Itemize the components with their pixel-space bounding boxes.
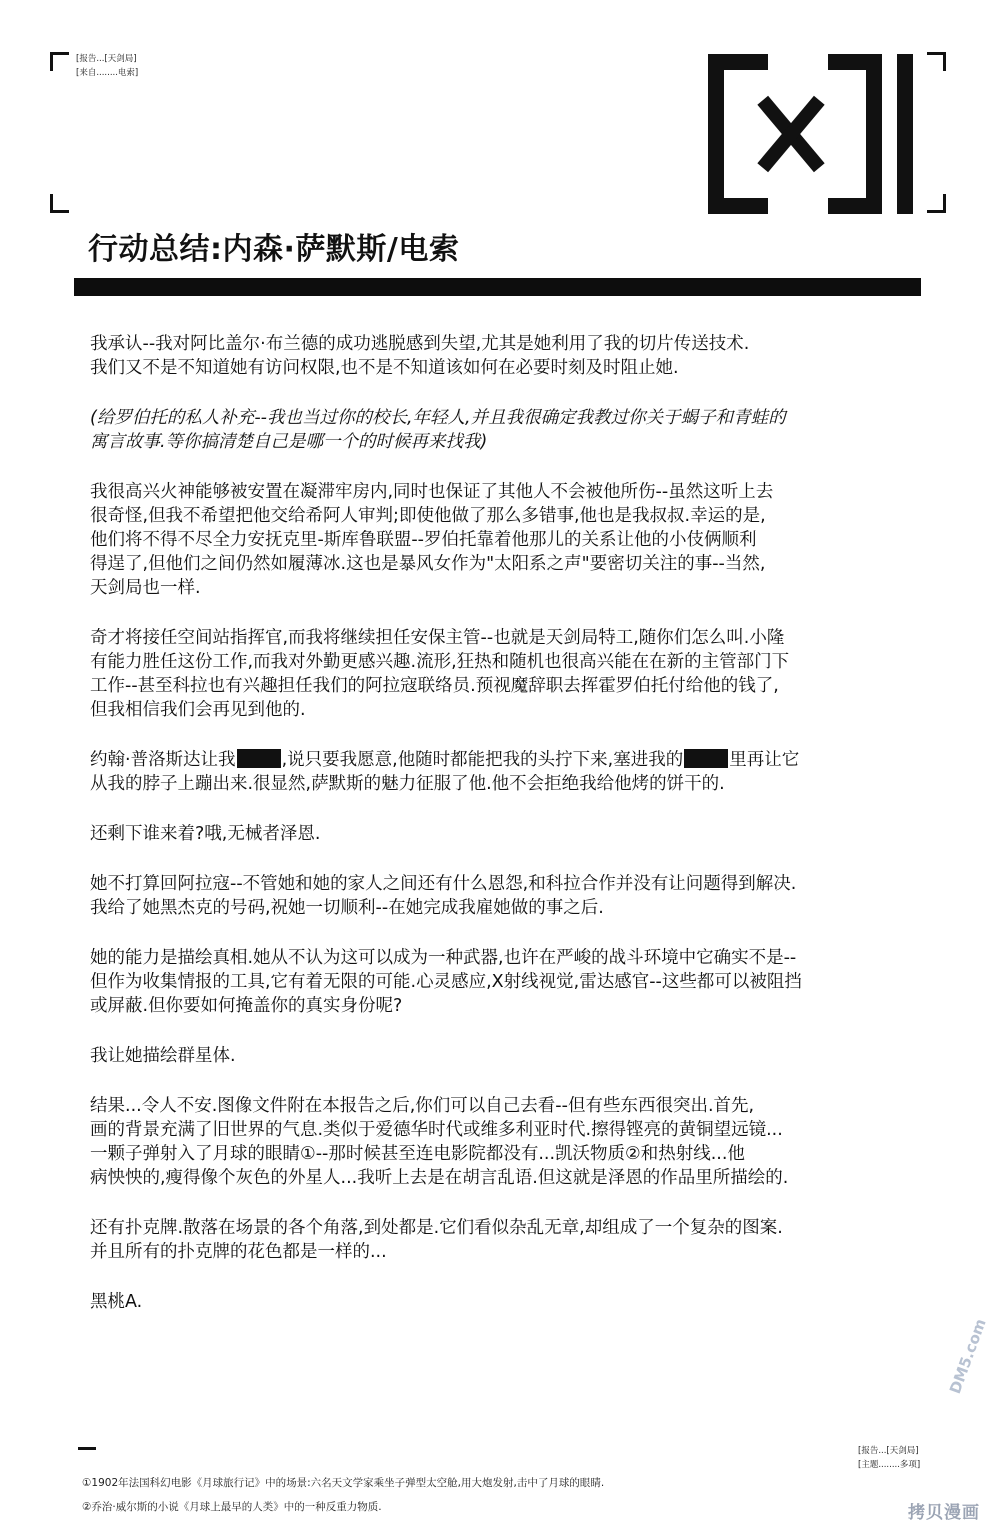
paragraph: 奇才将接任空间站指挥官,而我将继续担任安保主管--也就是天剑局特工,随你们怎么叫.小隆 有能力胜任这份工作,而我对外勤更感兴趣.流形,狂热和随机也很高兴能在在新的主管部门下 工作--甚至科拉也有兴趣担任我们的阿拉寇联络员.预视魔辞职去挥霍罗伯托付给他的钱了, 但我相信我们会再见到他的. <box>90 628 790 720</box>
paragraph: 她的能力是描绘真相.她从不认为这可以成为一种武器,也许在严峻的战斗环境中它确实不是-- 但作为收集情报的工具,它有着无限的可能.心灵感应,X射线视觉,雷达感官--这些都可以被阻挡 或屏蔽.但你要如何掩盖你的真实身份呢? <box>90 948 802 1016</box>
paragraph: 她不打算回阿拉寇--不管她和她的家人之间还有什么恩怨,和科拉合作并没有让问题得到解决. 我给了她黑杰克的号码,祝她一切顺利--在她完成我雇她做的事之后. <box>90 874 797 918</box>
footnote-divider <box>78 1447 96 1450</box>
footnote-2: ②乔治·威尔斯的小说《月球上最早的人类》中的一种反重力物质. <box>82 1501 382 1513</box>
paragraph: 还剩下谁来着?哦,无械者泽恩. <box>90 824 321 844</box>
report-header-line-2: [来自........电索] <box>76 68 139 78</box>
paragraph-closing: 黑桃A. <box>90 1292 143 1312</box>
watermark-logo: DM5.com <box>946 1316 990 1397</box>
report-footer-meta <box>858 1444 920 1472</box>
paragraph: 我很高兴火神能够被安置在凝滞牢房内,同时也保证了其他人不会被他所伤--虽然这听上去 很奇怪,但我不希望把他交给希阿人审判;即使他做了那么多错事,他也是我叔叔.幸运的是, 他们将不得不尽全力安抚克里-斯库鲁联盟--罗伯托靠着他那儿的关系让他的小伎俩顺利 得逞了,但他们之间仍然如履薄冰.这也是暴风女作为"太阳系之声"要密切关注的事--当然, 天剑局也一样. <box>90 482 774 598</box>
paragraph-segment: ,说只要我愿意,他随时都能把我的头拧下来,塞进我的 <box>281 750 684 770</box>
report-body <box>90 332 950 1340</box>
redaction-block <box>684 749 728 768</box>
paragraph: 我承认--我对阿比盖尔·布兰德的成功逃脱感到失望,尤其是她利用了我的切片传送技术. 我们又不是不知道她有访问权限,也不是不知道该如何在必要时刻及时阻止她. <box>90 334 750 378</box>
page-title: 行动总结:内森·萨默斯/电索 <box>88 232 460 267</box>
footnote-1: ①1902年法国科幻电影《月球旅行记》中的场景:六名天文学家乘坐子弹型太空舱,用大炮发射,击中了月球的眼睛. <box>82 1477 605 1489</box>
paragraph: 我让她描绘群星体. <box>90 1046 236 1066</box>
corner-bracket-bottom-right <box>927 194 946 213</box>
paragraph-personal-note: (给罗伯托的私人补充--我也当过你的校长,年轻人,并且我很确定我教过你关于蝎子和青蛙的 寓言故事.等你搞清楚自己是哪一个的时候再来找我) <box>90 408 786 452</box>
title-underline-bar <box>74 278 921 296</box>
report-footer-line-1: [报告...[天剑局] <box>858 1446 919 1456</box>
corner-bracket-top-right <box>927 52 946 71</box>
watermark-site: 拷贝漫画 <box>908 1503 980 1523</box>
report-header-meta <box>76 52 138 80</box>
paragraph-segment: 里再让它 从我的脖子上蹦出来.很显然,萨默斯的魅力征服了他.他不会拒绝我给他烤的饼干的. <box>90 750 800 794</box>
paragraph: 结果...令人不安.图像文件附在本报告之后,你们可以自己去看--但有些东西很突出.首先, 画的背景充满了旧世界的气息.类似于爱德华时代或维多利亚时代.擦得铿亮的黄铜望远镜... 一颗子弹射入了月球的眼睛①--那时候甚至连电影院都没有...凯沃物质②和热射线...他 病怏怏的,瘦得像个灰色的外星人...我听上去是在胡言乱语.但这就是泽恩的作品里所描绘的. <box>90 1096 789 1188</box>
paragraph-redacted <box>90 748 950 796</box>
paragraph: 还有扑克牌.散落在场景的各个角落,到处都是.它们看似杂乱无章,却组成了一个复杂的图案. 并且所有的扑克牌的花色都是一样的... <box>90 1218 783 1262</box>
paragraph-segment: 约翰·普洛斯达让我 <box>90 750 236 770</box>
corner-bracket-top-left <box>50 52 69 71</box>
redaction-block <box>237 749 281 768</box>
report-header-line-1: [报告...[天剑局] <box>76 54 137 64</box>
corner-bracket-bottom-left <box>50 194 69 213</box>
x-men-logo <box>708 54 913 214</box>
report-footer-line-2: [主题........多项] <box>858 1460 921 1470</box>
